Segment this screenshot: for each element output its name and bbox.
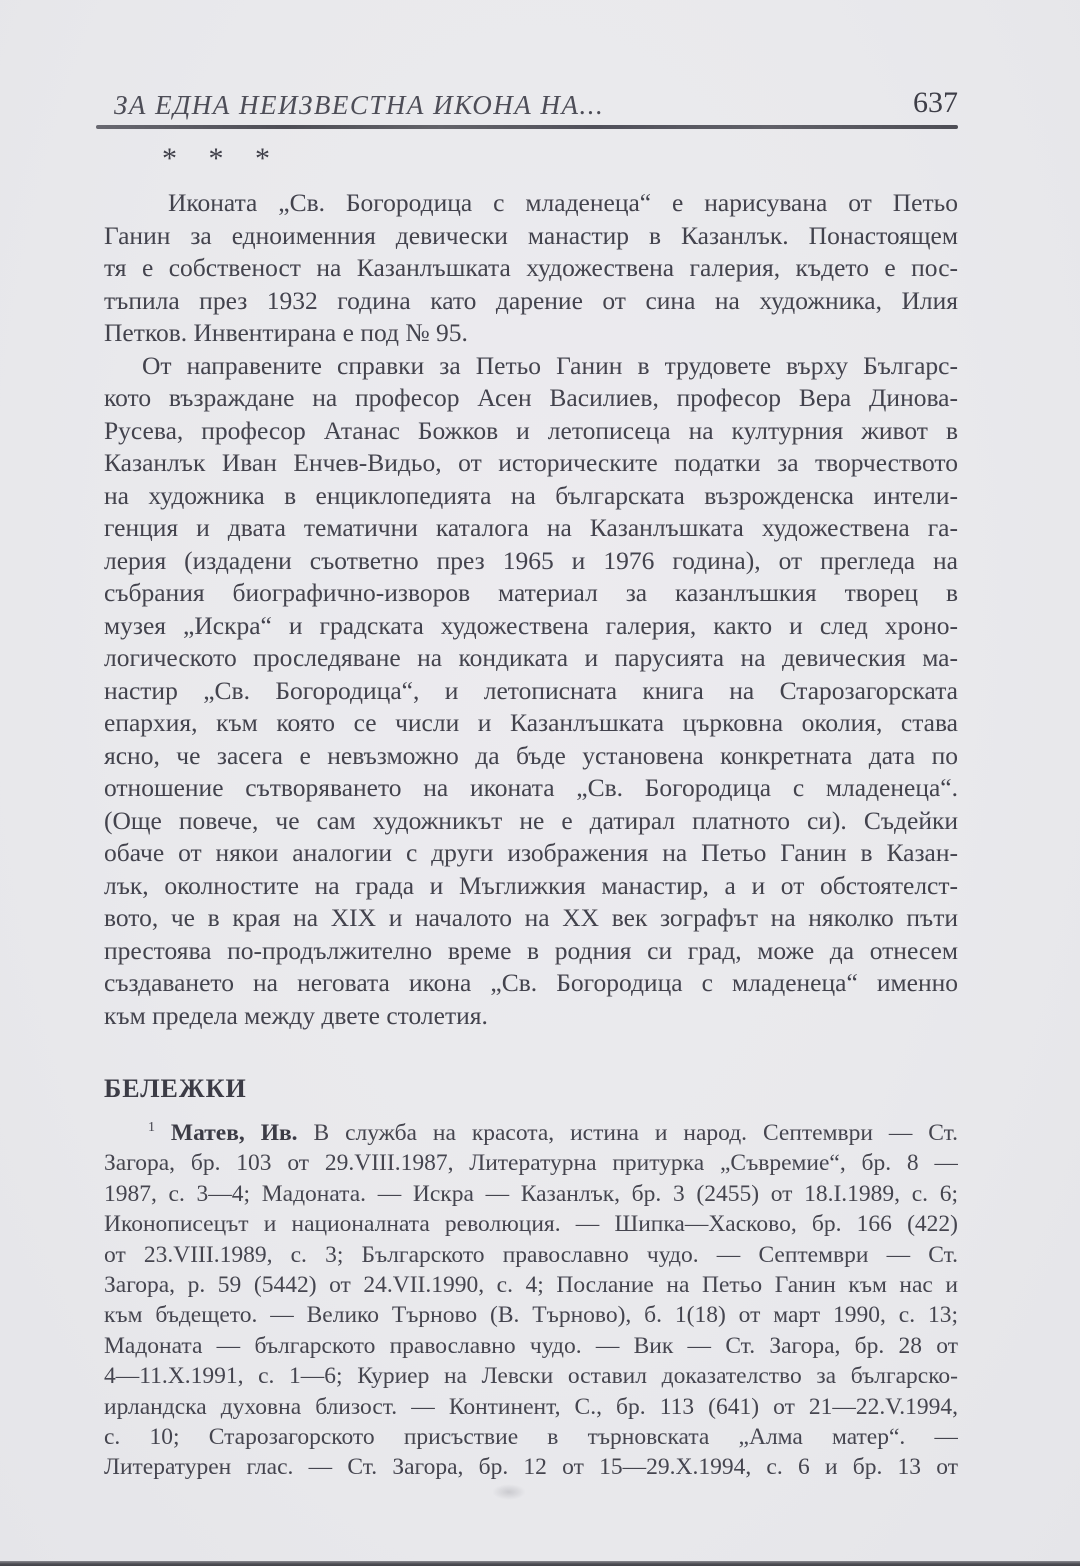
page-number: 637 [913,86,958,119]
text-line: към предела между двете столетия. [104,1000,488,1030]
text-line: отношение сътворяването на иконата „Св. Богородица с младенеца“. [104,773,958,802]
footnote-line: Мадоната — българското православно чудо. — Вик — Ст. Загора, бр. 28 от [104,1332,958,1359]
text-line: престоява по-продължително време в родния си град, може да отнесем [104,935,958,965]
running-title: ЗА ЕДНА НЕИЗВЕСТНА ИКОНА НА... [114,90,605,120]
footnote-line: от 23.VIII.1989, с. 3; Българското православно чудо. — Септември — Ст. [104,1241,958,1268]
scan-edge-artifact [0,1561,1080,1566]
header-rule [96,125,958,129]
text-line: тъпила през 1932 година като дарение от сина на художника, Илия [104,285,958,315]
text-line: кото възраждане на професор Асен Василиев, професор Вера Динова- [104,383,958,412]
text-line: (Още повече, че сам художникът не е датирал платното си). Съдейки [104,805,958,835]
text-line: Иконата „Св. Богородица с младенеца“ е нарисувана от Петьо [168,188,958,217]
footnote [104,1118,958,1483]
footnote-line: 1987, с. 3—4; Мадоната. — Искра — Казанлък, бр. 3 (2455) от 18.I.1989, с. 6; [104,1180,958,1207]
footnote-line: ирландска духовна близост. — Континент, С., бр. 113 (641) от 21—22.V.1994, [104,1393,958,1420]
text-line: От направените справки за Петьо Ганин в трудовете върху Българс- [142,350,958,380]
text-line: събрания биографично-изворов материал за казанлъшкия творец в [104,578,958,607]
text-line: музея „Искра“ и градската художествена галерия, както и след хроно- [104,610,958,640]
footnote-line [104,1118,958,1148]
text-line: ясно, че засега е невъзможно да бъде установена конкретната дата по [104,740,958,770]
text-line: Петков. Инвентирана е под № 95. [104,318,468,347]
text-line: обаче от някои аналогии с други изображения на Петьо Ганин в Казан- [104,838,958,867]
footnote-line: с. 10; Старозагорското присъствие в търновската „Алма матер“. — [104,1423,958,1450]
text-line: лерия (издадени съответно през 1965 и 1976 година), от прегледа на [104,545,958,575]
text-line: Ганин за едноименния девически манастир в Казанлък. Понастоящем [104,220,958,250]
article-body [104,187,958,1032]
footnote-line: Загора, р. 59 (5442) от 24.VII.1990, с. 4; Послание на Петьо Ганин към нас и [104,1271,958,1298]
footnote-line: Загора, бр. 103 от 29.VIII.1987, Литературна притурка „Съвремие“, бр. 8 — [104,1150,958,1177]
text-line: настир „Св. Богородица“, и летописната книга на Старозагорската [104,675,958,705]
footnote-line: към бъдещето. — Велико Търново (В. Търново), б. 1(18) от март 1990, с. 13; [104,1302,958,1329]
footnote-line: 4—11.X.1991, с. 1—6; Куриер на Левски оставил доказателство за българско- [104,1363,958,1390]
text-line: лък, околностите на града и Мъглижкия манастир, а и от обстоятелст- [104,870,958,900]
section-separator: * * * [162,142,282,175]
text-line: създаването на неговата икона „Св. Богородица с младенеца“ именно [104,968,958,997]
text-line: епархия, към която се числи и Казанлъшката църковна околия, става [104,708,958,737]
text-line: Русева, професор Атанас Божков и летописеца на културния живот в [104,415,958,445]
smudge-artifact [492,1484,526,1500]
footnote-text: В служба на красота, истина и народ. Септември — Ст. [313,1120,958,1146]
text-line: вото, че в края на XIX и началото на XX век зографът на няколко пъти [104,903,958,932]
footnote-marker: 1 [148,1120,155,1136]
text-line: логическото проследяване на кондиката и парусията на девическия ма- [104,643,958,672]
text-line: Казанлък Иван Енчев-Видьо, от историческите податки за творчеството [104,448,958,477]
footnote-line: Литературен глас. — Ст. Загора, бр. 12 от 15—29.X.1994, с. 6 и бр. 13 от [104,1454,958,1481]
footnote-author: Матев, Ив. [170,1120,298,1146]
footnote-line: Иконописецът и националната революция. — Шипка—Хасково, бр. 166 (422) [104,1211,958,1238]
text-line: генция и двата тематични каталога на Казанлъшката художествена га- [104,513,958,542]
notes-heading: БЕЛЕЖКИ [104,1074,247,1103]
text-line: тя е собственост на Казанлъшката художествена галерия, където е пос- [104,253,958,282]
text-line: на художника в енциклопедията на българската възрожденска интели- [104,480,958,510]
